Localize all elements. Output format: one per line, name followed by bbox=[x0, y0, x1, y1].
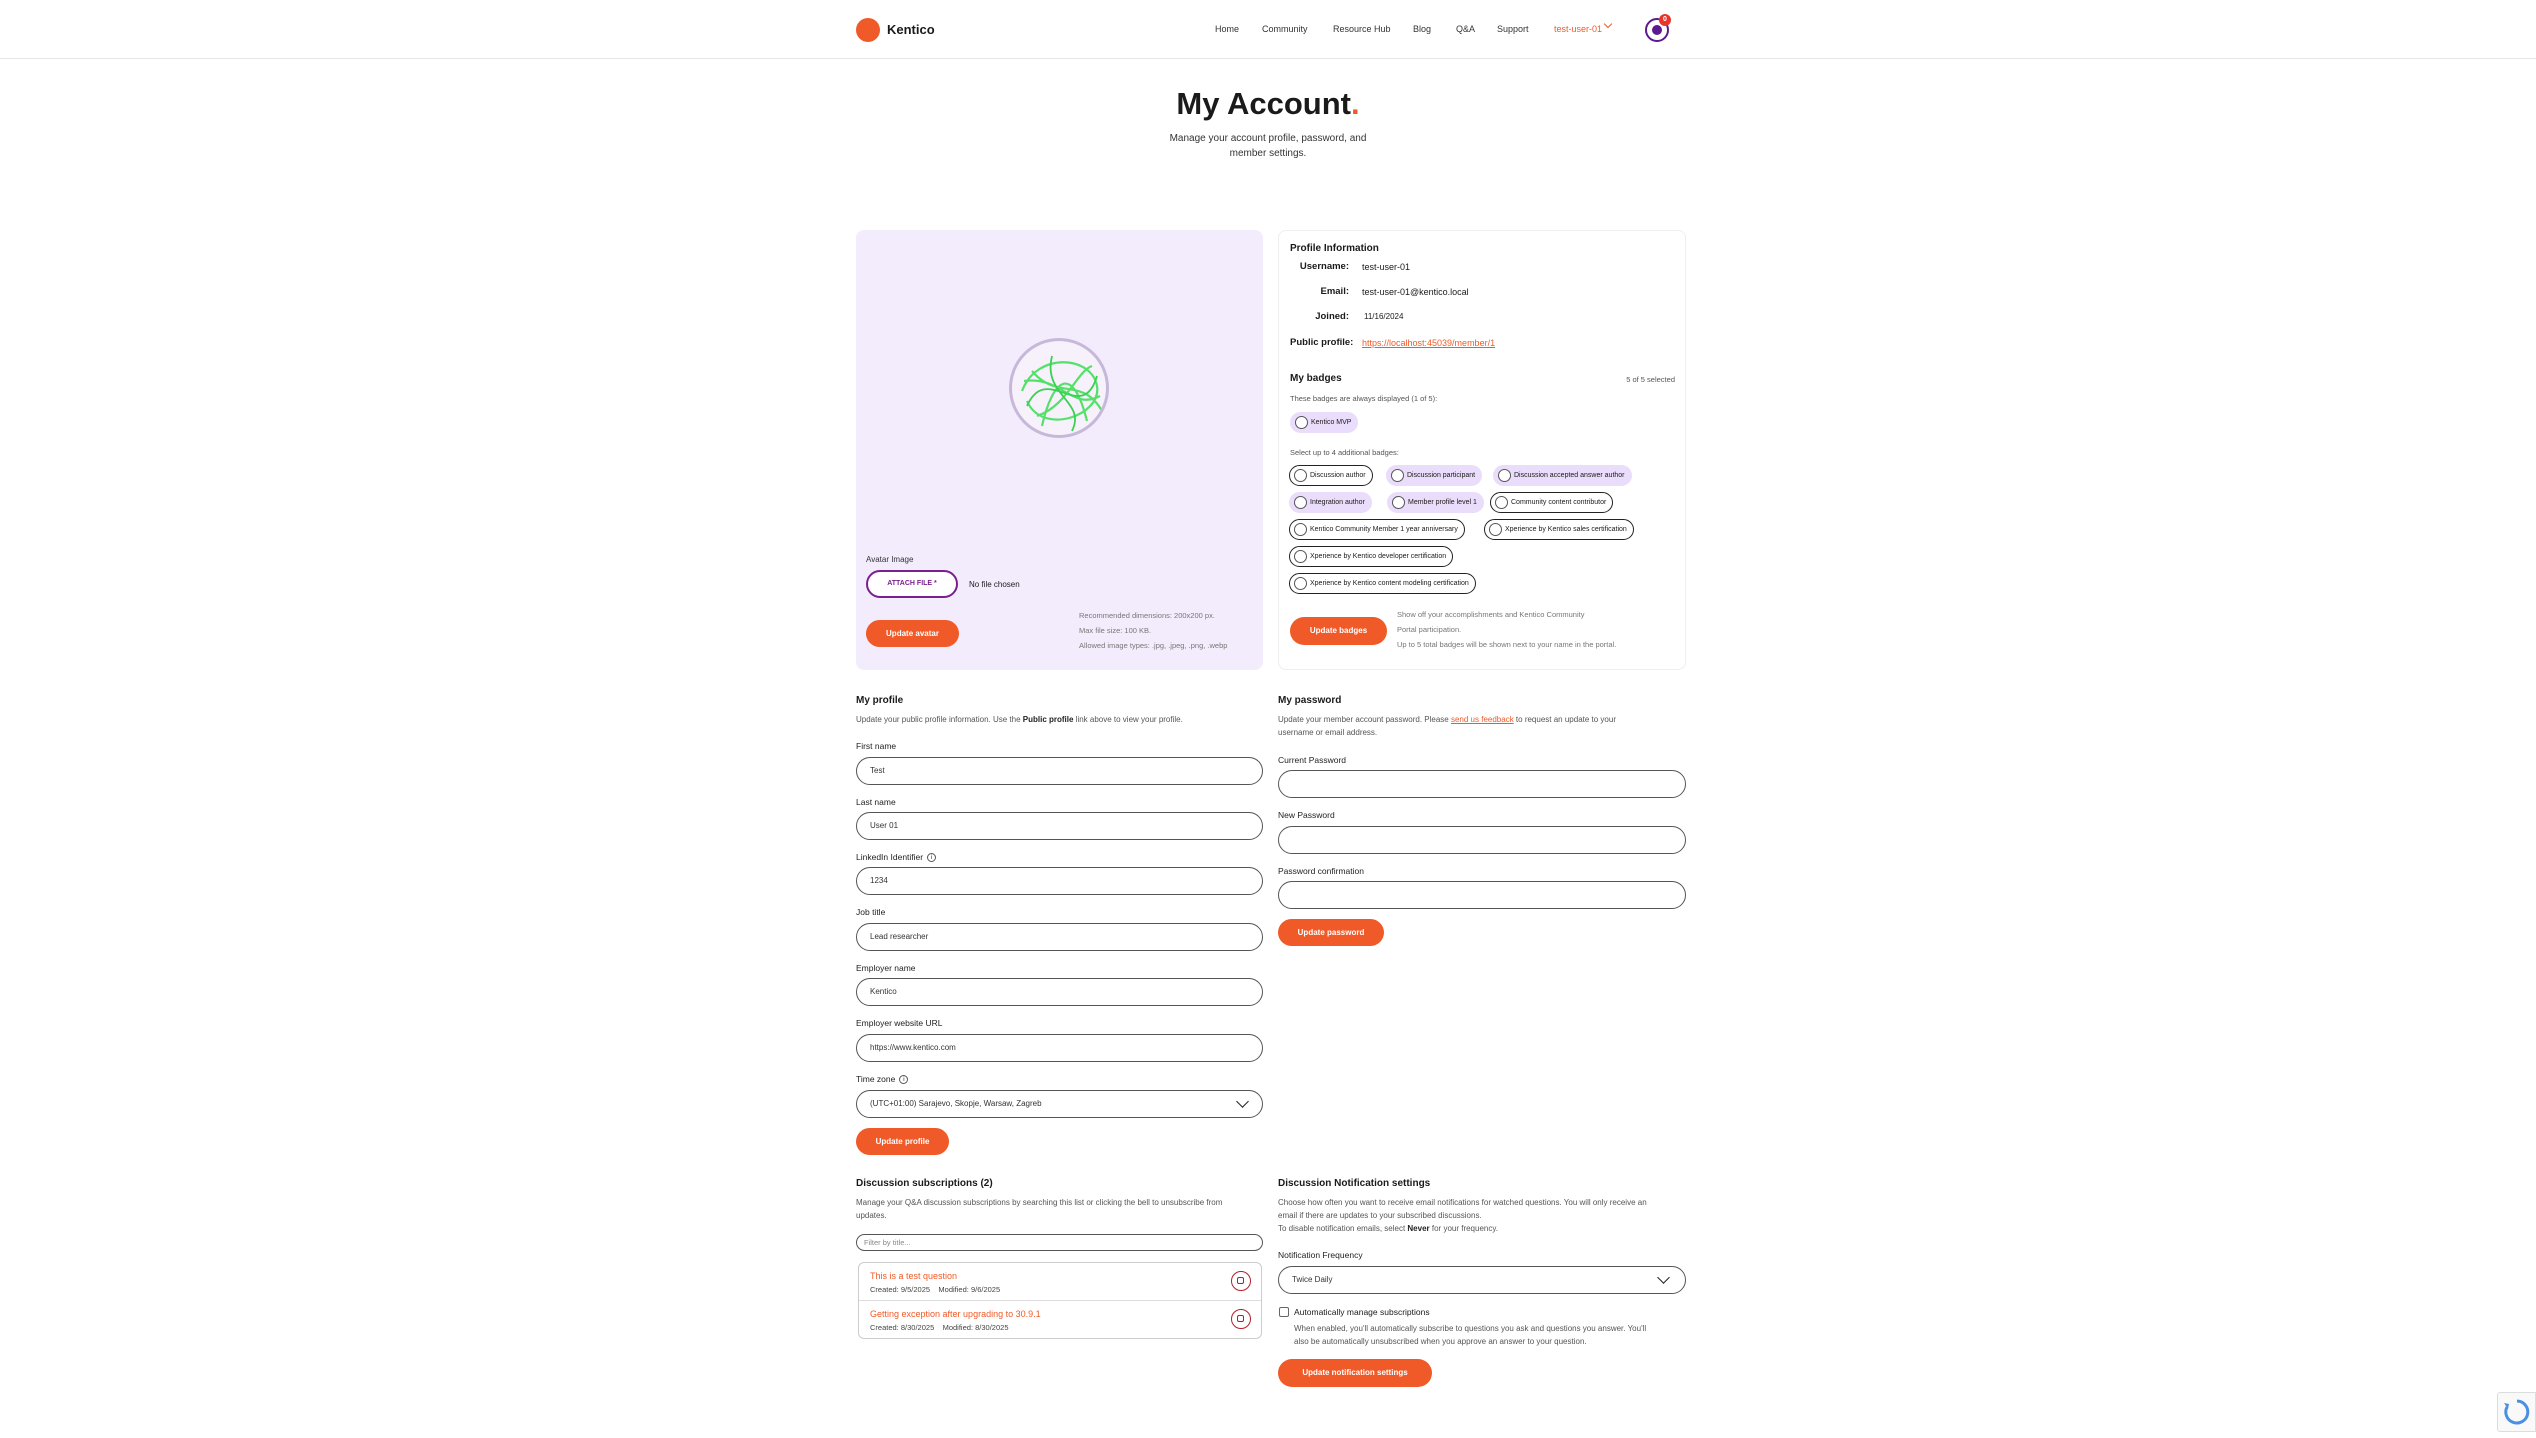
chevron-down-icon[interactable] bbox=[1604, 20, 1612, 28]
my-password-heading: My password bbox=[1278, 695, 1342, 706]
profile-info-card bbox=[1278, 230, 1686, 670]
password-confirmation-input[interactable] bbox=[1278, 881, 1686, 909]
bell-off-icon bbox=[1237, 1315, 1244, 1322]
badge-anniversary[interactable]: Kentico Community Member 1 year anniversary bbox=[1289, 519, 1465, 540]
linkedin-label: LinkedIn Identifier i bbox=[856, 852, 936, 862]
linkedin-input[interactable]: 1234 bbox=[856, 867, 1263, 895]
my-profile-heading: My profile bbox=[856, 695, 904, 706]
first-name-label: First name bbox=[856, 741, 897, 751]
avatar-image bbox=[1009, 338, 1109, 438]
auto-manage-label: Automatically manage subscriptions bbox=[1294, 1307, 1430, 1317]
username-label: Username: bbox=[1299, 261, 1349, 272]
certificate-icon bbox=[1294, 577, 1307, 590]
job-title-input[interactable]: Lead researcher bbox=[856, 923, 1263, 951]
profile-info-heading: Profile Information bbox=[1290, 243, 1379, 254]
discussion-author-icon bbox=[1294, 469, 1307, 482]
pencil-icon bbox=[1495, 496, 1508, 509]
user-menu[interactable]: test-user-01 bbox=[1554, 24, 1603, 34]
last-name-input[interactable]: User 01 bbox=[856, 812, 1263, 840]
subscription-title-link[interactable]: This is a test question bbox=[870, 1271, 958, 1281]
page-subtitle: Manage your account profile, password, and member settings. bbox=[1169, 133, 1367, 159]
nav-blog[interactable]: Blog bbox=[1413, 24, 1432, 34]
avatar-hints: Recommended dimensions: 200x200 px. Max file size: 100 KB. Allowed image types: .jpg, .jpeg, .png, .webp bbox=[1079, 611, 1228, 650]
email-label: Email: bbox=[1320, 286, 1349, 297]
current-password-label: Current Password bbox=[1278, 755, 1347, 765]
employer-name-label: Employer name bbox=[856, 963, 916, 973]
member-profile-icon bbox=[1392, 496, 1405, 509]
badge-integration-author[interactable]: Integration author bbox=[1289, 492, 1372, 513]
avatar-card bbox=[856, 230, 1263, 670]
update-avatar-button[interactable]: Update avatar bbox=[866, 620, 959, 647]
email-value: test-user-01@kentico.local bbox=[1362, 287, 1469, 297]
recaptcha-icon bbox=[2498, 1393, 2536, 1431]
page-title: My Account. bbox=[1176, 86, 1360, 121]
new-password-label: New Password bbox=[1278, 810, 1335, 820]
password-confirmation-label: Password confirmation bbox=[1278, 866, 1364, 876]
nav-support[interactable]: Support bbox=[1497, 24, 1529, 34]
unsubscribe-button[interactable] bbox=[1231, 1271, 1251, 1291]
job-title-label: Job title bbox=[856, 907, 886, 917]
certificate-icon bbox=[1294, 550, 1307, 563]
badge-member-profile-level[interactable]: Member profile level 1 bbox=[1387, 492, 1484, 513]
badges-count: 5 of 5 selected bbox=[1626, 375, 1675, 384]
current-password-input[interactable] bbox=[1278, 770, 1686, 798]
kentico-logo-icon[interactable] bbox=[856, 18, 880, 42]
last-name-label: Last name bbox=[856, 797, 896, 807]
select-badges-text: Select up to 4 additional badges: bbox=[1290, 448, 1399, 457]
integration-icon bbox=[1294, 496, 1307, 509]
avatar-image-label: Avatar Image bbox=[866, 555, 914, 564]
accepted-answer-icon bbox=[1498, 469, 1511, 482]
mvp-badge-icon bbox=[1295, 416, 1308, 429]
bell-icon bbox=[1652, 25, 1662, 35]
badge-developer-certification[interactable]: Xperience by Kentico developer certification bbox=[1289, 546, 1453, 567]
filter-subscriptions-input[interactable]: Filter by title... bbox=[856, 1234, 1263, 1251]
notification-frequency-select[interactable]: Twice Daily bbox=[1278, 1266, 1686, 1294]
time-zone-select[interactable]: (UTC+01:00) Sarajevo, Skopje, Warsaw, Zagreb bbox=[856, 1090, 1263, 1118]
employer-url-label: Employer website URL bbox=[856, 1018, 943, 1028]
badges-help: Show off your accomplishments and Kentico Community Portal participation. Up to 5 total badges will be shown next to your name in the portal. bbox=[1397, 610, 1617, 649]
my-profile-description: Update your public profile information. Use the Public profile link above to view your profile. bbox=[856, 715, 1183, 724]
calendar-icon bbox=[1294, 523, 1307, 536]
update-profile-button[interactable]: Update profile bbox=[856, 1128, 949, 1155]
update-badges-button[interactable]: Update badges bbox=[1290, 617, 1387, 645]
list-item bbox=[859, 1301, 1261, 1339]
employer-name-input[interactable]: Kentico bbox=[856, 978, 1263, 1006]
badge-discussion-author[interactable]: Discussion author bbox=[1289, 465, 1373, 486]
joined-value: 11/16/2024 bbox=[1364, 312, 1404, 321]
send-feedback-link[interactable]: send us feedback bbox=[1450, 715, 1514, 724]
notification-settings-heading: Discussion Notification settings bbox=[1278, 1178, 1431, 1189]
attach-file-button[interactable]: ATTACH FILE * bbox=[866, 570, 958, 598]
employer-url-input[interactable]: https://www.kentico.com bbox=[856, 1034, 1263, 1062]
auto-manage-checkbox[interactable] bbox=[1279, 1307, 1289, 1317]
subscription-meta: Created: 9/5/2025 Modified: 9/6/2025 bbox=[870, 1285, 1001, 1294]
brand-name[interactable]: Kentico bbox=[887, 22, 935, 37]
username-value: test-user-01 bbox=[1362, 262, 1411, 272]
badge-content-modeling-certification[interactable]: Xperience by Kentico content modeling certification bbox=[1289, 573, 1476, 594]
notification-settings-description: Choose how often you want to receive email notifications for watched questions. You will only receive an email if there are updates to your subscribed discussions. To disable notification emails, select Never for your frequency. bbox=[1278, 1198, 1647, 1233]
notification-count-badge: 0 bbox=[1659, 14, 1671, 26]
list-item bbox=[859, 1263, 1261, 1301]
subscriptions-description: Manage your Q&A discussion subscriptions by searching this list or clicking the bell to unsubscribe from updates. bbox=[856, 1198, 1223, 1220]
auto-manage-help: When enabled, you'll automatically subscribe to questions you ask and questions you answer. You'll also be automatically unsubscribed when you approve an answer to your question. bbox=[1294, 1324, 1647, 1346]
badge-discussion-participant[interactable]: Discussion participant bbox=[1386, 465, 1482, 486]
nav-home[interactable]: Home bbox=[1215, 24, 1240, 34]
joined-label: Joined: bbox=[1315, 311, 1349, 322]
badge-kentico-mvp: Kentico MVP bbox=[1290, 412, 1358, 433]
time-zone-label: Time zone i bbox=[856, 1074, 908, 1084]
nav-community[interactable]: Community bbox=[1262, 24, 1308, 34]
badge-sales-certification[interactable]: Xperience by Kentico sales certification bbox=[1484, 519, 1634, 540]
subscriptions-heading: Discussion subscriptions (2) bbox=[856, 1178, 993, 1189]
subscription-title-link[interactable]: Getting exception after upgrading to 30.9.1 bbox=[870, 1309, 1041, 1319]
bell-off-icon bbox=[1237, 1277, 1244, 1284]
nav-resource-hub[interactable]: Resource Hub bbox=[1333, 24, 1391, 34]
always-badges-text: These badges are always displayed (1 of 5): bbox=[1290, 394, 1438, 403]
first-name-input[interactable]: Test bbox=[856, 757, 1263, 785]
certificate-icon bbox=[1489, 523, 1502, 536]
recaptcha-badge[interactable] bbox=[2497, 1392, 2536, 1432]
unsubscribe-button[interactable] bbox=[1231, 1309, 1251, 1329]
badge-accepted-answer-author[interactable]: Discussion accepted answer author bbox=[1493, 465, 1632, 486]
badges-heading: My badges bbox=[1290, 373, 1342, 384]
file-status: No file chosen bbox=[969, 580, 1020, 589]
new-password-input[interactable] bbox=[1278, 826, 1686, 854]
update-password-button[interactable]: Update password bbox=[1278, 919, 1384, 946]
subscriptions-list bbox=[858, 1262, 1262, 1339]
public-profile-link[interactable]: https://localhost:45039/member/1 bbox=[1362, 338, 1496, 348]
notification-frequency-label: Notification Frequency bbox=[1278, 1250, 1363, 1260]
badge-community-content-contributor[interactable]: Community content contributor bbox=[1490, 492, 1613, 513]
discussion-participant-icon bbox=[1391, 469, 1404, 482]
info-icon[interactable]: i bbox=[927, 853, 936, 862]
avatar-scribble-icon bbox=[1012, 341, 1109, 438]
update-notification-settings-button[interactable]: Update notification settings bbox=[1278, 1359, 1432, 1387]
my-password-description: Update your member account password. Please send us feedback to request an update to your username or email address. bbox=[1278, 715, 1616, 737]
info-icon[interactable]: i bbox=[899, 1075, 908, 1084]
site-header bbox=[0, 0, 2536, 59]
subscription-meta: Created: 8/30/2025 Modified: 8/30/2025 bbox=[870, 1323, 1009, 1332]
public-profile-label: Public profile: bbox=[1290, 337, 1354, 348]
nav-qa[interactable]: Q&A bbox=[1456, 24, 1476, 34]
